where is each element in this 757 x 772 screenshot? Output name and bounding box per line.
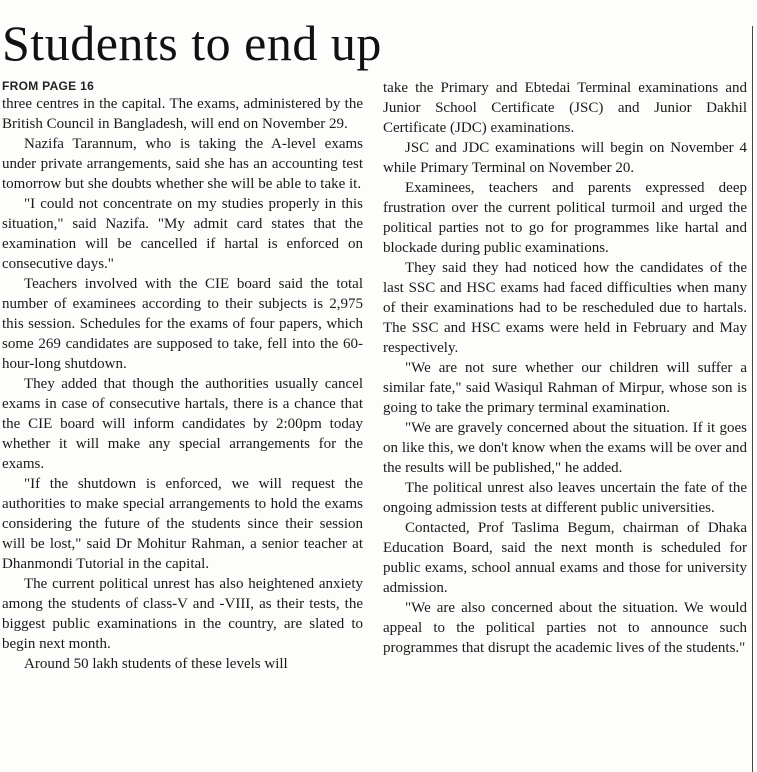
paragraph: "We are not sure whether our children will suffer a similar fate," said Wasiqul Rahman of Mirpur, whose son is going to take the primary terminal examination. — [383, 360, 747, 416]
paragraph: three centres in the capital. The exams, administered by the British Council in Bangladesh, will end on November 29. — [2, 96, 363, 132]
paragraph: They added that though the authorities usually cancel exams in case of consecutive hartals, there is a chance that the CIE board will inform candidates by 2:00pm today whether it will make any special arrangements for the exams. — [2, 376, 363, 472]
paragraph: The current political unrest has also heightened anxiety among the students of class-V and -VIII, as their tests, the biggest public examinations in the country, are slated to begin next month. — [2, 576, 363, 652]
paragraph: "I could not concentrate on my studies properly in this situation," said Nazifa. "My admit card states that the examination will be cancelled if hartal is enforced on consecutive days." — [2, 196, 363, 272]
article-column-left — [2, 78, 363, 674]
paragraph: Examinees, teachers and parents expressed deep frustration over the current political turmoil and urged the political parties not to go for programmes like hartal and blockade during public examinations. — [383, 180, 747, 256]
paragraph: "We are also concerned about the situation. We would appeal to the political parties not to announce such programmes that disrupt the academic lives of the students." — [383, 600, 747, 656]
paragraph: Around 50 lakh students of these levels will — [24, 656, 288, 672]
paragraph: JSC and JDC examinations will begin on November 4 while Primary Terminal on November 20. — [383, 140, 747, 176]
paragraph: "If the shutdown is enforced, we will request the authorities to make special arrangements to hold the exams considering the future of the students since their session will be lost," said Dr Mohitur Rahman, a senior teacher at Dhanmondi Tutorial in the capital. — [2, 476, 363, 572]
paragraph: Teachers involved with the CIE board said the total number of examinees according to their subjects is 2,975 this session. Schedules for the exams of four papers, which some 269 candidates are supposed to take, fell into the 60-hour-long shutdown. — [2, 276, 363, 372]
paragraph: Nazifa Tarannum, who is taking the A-level exams under private arrangements, said she has an accounting test tomorrow but she doubts whether she will be able to take it. — [2, 136, 363, 192]
column-divider — [752, 26, 753, 772]
paragraph: Contacted, Prof Taslima Begum, chairman of Dhaka Education Board, said the next month is scheduled for public exams, school annual exams and those for university admission. — [383, 520, 747, 596]
headline: Students to end up — [2, 15, 382, 71]
paragraph: The political unrest also leaves uncertain the fate of the ongoing admission tests at different public universities. — [383, 480, 747, 516]
paragraph: They said they had noticed how the candidates of the last SSC and HSC exams had faced difficulties when many of their examinations had to be rescheduled due to hartals. The SSC and HSC exams were held in February and May respectively. — [383, 260, 747, 356]
article-column-right — [383, 78, 747, 772]
paragraph: take the Primary and Ebtedai Terminal examinations and Junior School Certificate (JSC) and Junior Dakhil Certificate (JDC) examinations. — [383, 80, 747, 136]
paragraph: "We are gravely concerned about the situation. If it goes on like this, we don't know when the exams will be over and the results will be published," he added. — [383, 420, 747, 476]
kicker-from-page: FROM PAGE 16 — [2, 79, 95, 93]
